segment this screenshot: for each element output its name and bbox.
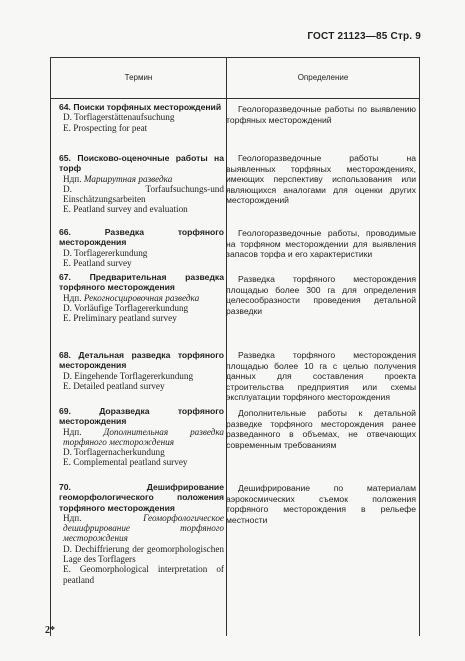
definition-65: Геологоразведочные работы на выявленных торфяных месторождениях, имеющих перспективу использования или являющихся аналогами для оценки других месторождений — [226, 153, 416, 206]
term-title: 68. Детальная разведка торфяного месторождения — [59, 350, 224, 371]
column-header-definition: Определение — [297, 73, 349, 82]
term-entry-66 — [59, 227, 224, 268]
term-title: 64. Поиски торфяных месторождений — [59, 102, 222, 112]
ndp-value: Дополнительная разведка торфяного месторождения — [63, 426, 224, 447]
term-ndp — [59, 174, 224, 184]
term-ndp — [59, 513, 224, 544]
ndp-label: Ндп. — [63, 292, 82, 303]
term-ndp — [59, 427, 224, 448]
term-title: 65. Поисково-оценочные работы на торф — [59, 153, 224, 174]
term-german: D. Eingehende Torflagererkundung — [63, 370, 194, 381]
definition-67: Разведка торфяного месторождения площадью более 300 га для определения целесообразности проведения детальной разведки — [226, 274, 416, 316]
header-divider — [51, 98, 419, 99]
term-german: D. Vorläufige Torflagererkundung — [63, 302, 189, 313]
term-english: E. Peatland survey and evaluation — [63, 204, 188, 215]
term-english: E. Detailed peatland survey — [63, 380, 165, 391]
term-title: 69. Доразведка торфяного месторождения — [59, 406, 224, 427]
term-title: 70. Дешифрирование геоморфологического положения торфяного месторождения — [59, 482, 224, 513]
term-german: D. Torflagerstättenaufsuchung — [63, 112, 175, 123]
ndp-value: Рекогносцировочная разведка — [83, 292, 200, 303]
ndp-value: Геоморфологическое дешифрирование торфяного месторождения — [63, 512, 224, 544]
term-english: E. Peatland survey — [63, 257, 132, 268]
term-german: D. Torflagererkundung — [63, 247, 148, 258]
ndp-label: Ндп. — [63, 426, 82, 437]
definition-64: Геологоразведочные работы по выявлению торфяных месторождений — [226, 104, 416, 125]
term-title: 67. Предварительная разведка торфяного месторождения — [59, 272, 224, 293]
page-mark: 2* — [45, 625, 55, 636]
term-entry-70 — [59, 482, 224, 585]
ndp-label: Ндп. — [63, 512, 82, 523]
definition-70: Дешифрирование по материалам аэрокосмических съемок положения торфяного месторождения в рельефе местности — [226, 483, 416, 525]
column-divider — [226, 58, 227, 636]
definition-69: Дополнительные работы к детальной разведке торфяного месторождения ранее разведанного в объемах, не отвечающих современным требованиям — [226, 408, 416, 450]
column-header-term: Термин — [124, 73, 153, 82]
definition-66: Геологоразведочные работы, проводимые на торфяном месторождении для выявления запасов торфа и его характеристики — [226, 228, 416, 260]
term-entry-65 — [59, 153, 224, 215]
ndp-label: Ндп. — [63, 173, 82, 184]
term-title: 66. Разведка торфяного месторождения — [59, 227, 224, 248]
term-german: D. Torfaufsuchungs-und Einschätzungsarbeiten — [63, 183, 224, 205]
term-ndp — [59, 293, 224, 303]
ndp-value: Маршрутная разведка — [83, 173, 173, 184]
term-entry-69 — [59, 406, 224, 468]
term-german: D. Torflagernacherkundung — [63, 447, 165, 458]
term-english: E. Preliminary peatland survey — [63, 313, 177, 324]
term-english: E. Complemental peatland survey — [63, 457, 188, 468]
term-english: E. Geomorphological interpretation of peatland — [63, 564, 224, 585]
definition-68: Разведка торфяного месторождения площадью более 10 га с целью получения данных для составления проекта строительства предприятия или схемы эксплуатации торфяного месторождения — [226, 350, 416, 403]
term-entry-67 — [59, 272, 224, 323]
page-header: ГОСТ 21123—85 Стр. 9 — [307, 31, 421, 42]
term-english: E. Prospecting for peat — [63, 122, 148, 133]
term-entry-68 — [59, 350, 224, 391]
term-entry-64 — [59, 102, 224, 133]
term-german: D. Dechiffrierung der geomorphologischen Lage des Torflagers — [63, 543, 224, 565]
